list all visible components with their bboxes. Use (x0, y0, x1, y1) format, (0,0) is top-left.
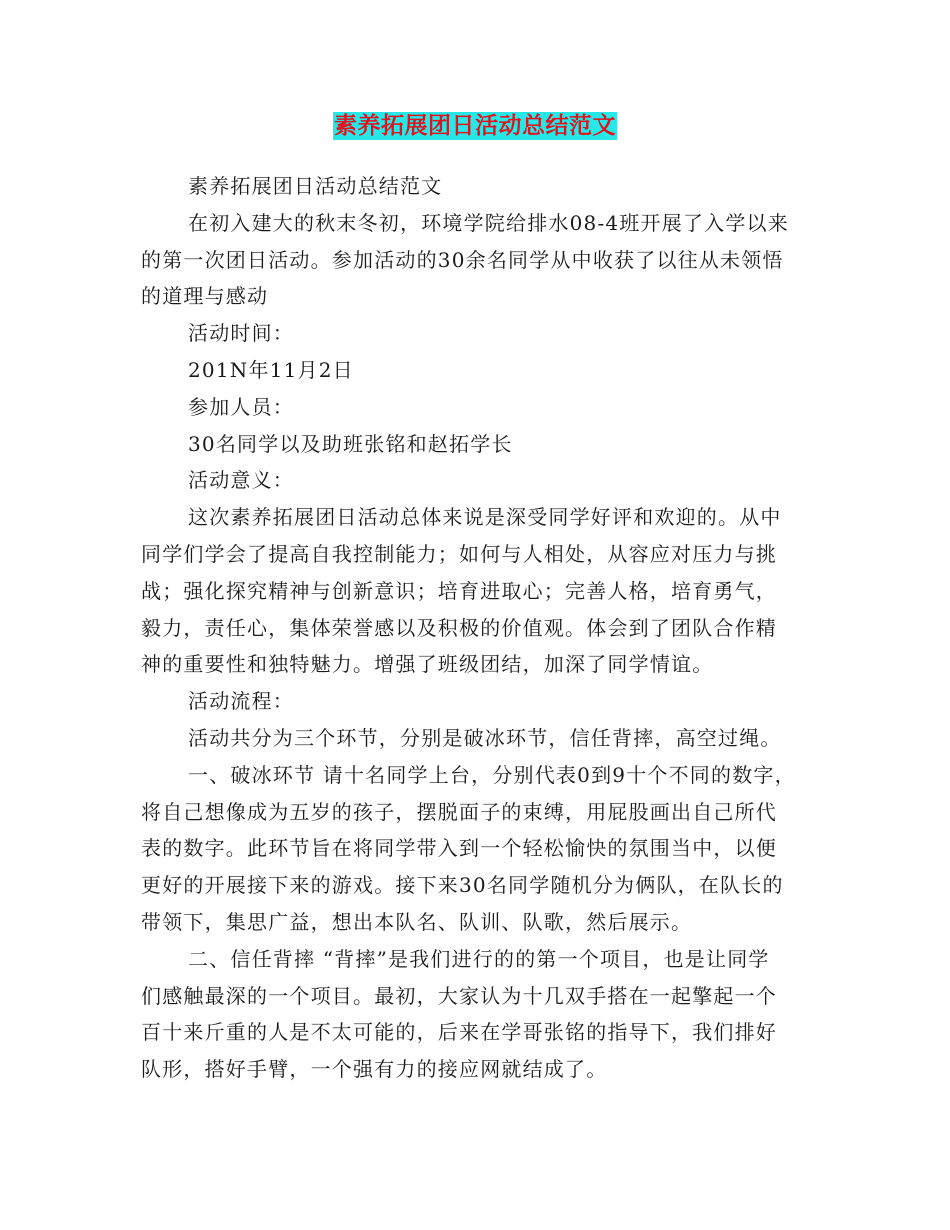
document-title: 素养拓展团日活动总结范文 (334, 113, 616, 139)
paragraph-line: 更好的开展接下来的游戏。接下来30名同学随机分为俩队，在队长的 (141, 873, 784, 898)
document-body (141, 168, 809, 1088)
paragraph-line: 的第一次团日活动。参加活动的30余名同学从中收获了以往从未领悟 (141, 247, 784, 272)
paragraph-line: 同学们学会了提高自我控制能力；如何与人相处，从容应对压力与挑 (141, 541, 777, 566)
paragraph-line: 素养拓展团日活动总结范文 (188, 174, 443, 198)
paragraph-line: 表的数字。此环节旨在将同学带入到一个轻松愉快的氛围当中，以便 (141, 836, 777, 861)
paragraph-line: 毅力，责任心，集体荣誉感以及积极的价值观。体会到了团队合作精 (141, 615, 777, 640)
paragraph-line: 带领下，集思广益，想出本队名、队训、队歌，然后展示。 (141, 909, 693, 934)
paragraph-line: 二、信任背摔 “背摔”是我们进行的的第一个项目，也是让同学 (188, 946, 770, 971)
paragraph-line: 神的重要性和独特魅力。增强了班级团结，加深了同学情谊。 (141, 652, 714, 677)
paragraph-line: 这次素养拓展团日活动总体来说是深受同学好评和欢迎的。从中 (188, 505, 782, 530)
section-heading: 活动流程： (188, 689, 294, 714)
section-heading: 活动意义： (188, 468, 294, 493)
paragraph-line: 百十来斤重的人是不太可能的，后来在学哥张铭的指导下，我们排好 (141, 1020, 777, 1045)
paragraph-line: 的道理与感动 (141, 284, 269, 309)
section-heading: 活动时间： (188, 321, 294, 346)
paragraph-line: 队形，搭好手臂，一个强有力的接应网就结成了。 (141, 1057, 608, 1082)
title-container (0, 112, 950, 140)
paragraph-line: 30名同学以及助班张铭和赵拓学长 (188, 431, 513, 456)
paragraph-line: 一、破冰环节 请十名同学上台，分别代表0到9十个不同的数字， (188, 762, 796, 787)
paragraph-line: 在初入建大的秋末冬初，环境学院给排水08-4班开展了入学以来 (188, 210, 789, 235)
paragraph-line: 们感触最深的一个项目。最初，大家认为十几双手搭在一起擎起一个 (141, 983, 777, 1008)
section-heading: 参加人员： (188, 394, 294, 419)
paragraph-line: 201N年11月2日 (188, 357, 354, 382)
paragraph-line: 将自己想像成为五岁的孩子，摆脱面子的束缚，用屁股画出自己所代 (141, 799, 777, 824)
paragraph-line: 活动共分为三个环节，分别是破冰环节，信任背摔，高空过绳。 (188, 725, 782, 750)
paragraph-line: 战；强化探究精神与创新意识；培育进取心；完善人格，培育勇气， (141, 578, 777, 603)
